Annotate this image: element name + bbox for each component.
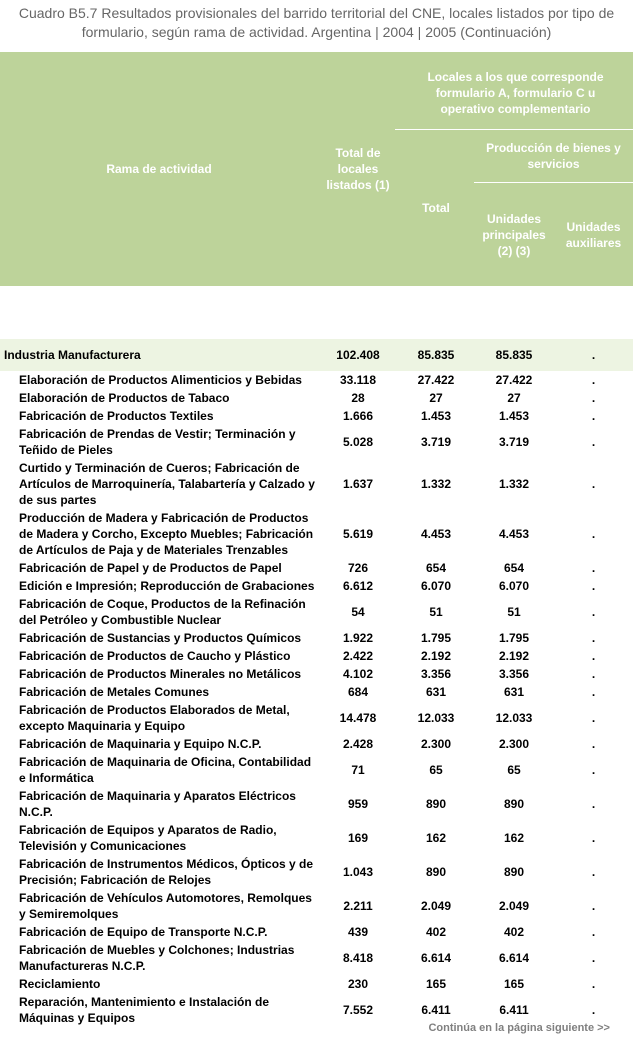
cell-total: 890 — [425, 797, 447, 811]
cell-total-locales: 726 — [347, 561, 369, 575]
cell-auxiliares: . — [591, 865, 596, 879]
cell-principales: 6.070 — [498, 579, 530, 593]
cell-total: 402 — [425, 925, 447, 939]
cell-principales: 85.835 — [495, 348, 533, 362]
cell-total: 27.422 — [417, 373, 455, 387]
cell-total: 890 — [425, 865, 447, 879]
table-row — [0, 509, 633, 559]
row-label: Fabricación de Vehículos Automotores, Remolques y Semiremolques — [19, 891, 312, 921]
cell-principales: 631 — [503, 685, 525, 699]
row-label: Reparación, Mantenimiento e Instalación de Máquinas y Equipos — [19, 995, 270, 1025]
cell-total: 3.356 — [420, 667, 452, 681]
header-produccion: Producción de bienes y servicios — [486, 141, 621, 171]
cell-principales: 2.049 — [498, 899, 530, 913]
cell-auxiliares: . — [591, 1003, 596, 1017]
cell-total: 27 — [429, 391, 443, 405]
table-row — [0, 787, 633, 821]
table-row — [0, 577, 633, 595]
cell-auxiliares: . — [591, 831, 596, 845]
continue-link[interactable]: Continúa en la página siguiente >> — [428, 1022, 610, 1034]
cell-total-locales: 2.428 — [342, 737, 374, 751]
row-label: Fabricación de Equipo de Transporte N.C.P. — [19, 925, 268, 939]
cell-total: 65 — [429, 763, 443, 777]
row-label: Fabricación de Equipos y Aparatos de Radio, Televisión y Comunicaciones — [19, 823, 277, 853]
cell-total-locales: 7.552 — [342, 1003, 374, 1017]
table-row — [0, 459, 633, 509]
cell-principales: 890 — [503, 865, 525, 879]
cell-auxiliares: . — [591, 348, 596, 362]
table-row — [0, 701, 633, 735]
cell-total-locales: 169 — [347, 831, 369, 845]
cell-total: 654 — [425, 561, 447, 575]
cell-principales: 1.795 — [498, 631, 530, 645]
table-row — [0, 889, 633, 923]
cell-total-locales: 230 — [347, 977, 369, 991]
cell-principales: 12.033 — [495, 711, 533, 725]
table-row — [0, 647, 633, 665]
table-title: Cuadro B5.7 Resultados provisionales del barrido territorial del CNE, locales listados por tipo de formulario, según rama de actividad. Argentina | 2004 | 2005 (Continuación) — [18, 5, 615, 40]
row-label: Elaboración de Productos de Tabaco — [19, 391, 230, 405]
cell-total: 1.795 — [420, 631, 452, 645]
row-label: Fabricación de Sustancias y Productos Químicos — [19, 631, 302, 645]
cell-auxiliares: . — [591, 561, 596, 575]
cell-total: 6.614 — [420, 951, 452, 965]
table-row — [0, 735, 633, 753]
row-label: Curtido y Terminación de Cueros; Fabricación de Artículos de Marroquinería, Talabartería y Calzado y de sus partes — [19, 461, 315, 507]
table-row — [0, 371, 633, 389]
cell-total-locales: 33.118 — [339, 373, 377, 387]
cell-auxiliares: . — [591, 435, 596, 449]
row-label: Producción de Madera y Fabricación de Productos de Madera y Corcho, Excepto Muebles; Fabricación de Artículos de Paja y de Materiales Trenzables — [19, 511, 314, 557]
cell-total: 2.300 — [420, 737, 452, 751]
cell-total: 6.070 — [420, 579, 452, 593]
row-label: Fabricación de Productos Elaborados de Metal, excepto Maquinaria y Equipo — [19, 703, 290, 733]
cell-total-locales: 6.612 — [342, 579, 374, 593]
header-total: Total — [422, 201, 450, 215]
cell-auxiliares: . — [591, 409, 596, 423]
cell-total-locales: 28 — [351, 391, 365, 405]
cell-principales: 162 — [503, 831, 525, 845]
cell-total-locales: 2.422 — [342, 649, 374, 663]
cell-auxiliares: . — [591, 685, 596, 699]
data-table — [0, 339, 633, 1027]
cell-total: 4.453 — [420, 527, 452, 541]
cell-principales: 51 — [507, 605, 521, 619]
row-label: Fabricación de Papel y de Productos de Papel — [19, 561, 282, 575]
cell-total-locales: 71 — [351, 763, 365, 777]
cell-auxiliares: . — [591, 763, 596, 777]
cell-principales: 1.453 — [498, 409, 530, 423]
header-rama: Rama de actividad — [106, 162, 212, 176]
cell-principales: 4.453 — [498, 527, 530, 541]
cell-total-locales: 5.619 — [342, 527, 374, 541]
cell-principales: 3.356 — [498, 667, 530, 681]
table-row — [0, 821, 633, 855]
cell-principales: 165 — [503, 977, 525, 991]
row-label: Fabricación de Maquinaria y Equipo N.C.P. — [19, 737, 262, 751]
cell-auxiliares: . — [591, 951, 596, 965]
table-row — [0, 407, 633, 425]
cell-total-locales: 8.418 — [342, 951, 374, 965]
cell-total-locales: 102.408 — [336, 348, 380, 362]
table-row — [0, 559, 633, 577]
cell-auxiliares: . — [591, 711, 596, 725]
cell-auxiliares: . — [591, 477, 596, 491]
cell-total: 631 — [425, 685, 447, 699]
header-total-locales: Total de locales listados (1) — [326, 146, 390, 192]
cell-principales: 654 — [503, 561, 525, 575]
table-row — [0, 665, 633, 683]
row-label: Fabricación de Maquinaria y Aparatos Eléctricos N.C.P. — [19, 789, 296, 819]
table-row — [0, 389, 633, 407]
cell-principales: 2.300 — [498, 737, 530, 751]
cell-total-locales: 1.922 — [342, 631, 374, 645]
row-label: Fabricación de Instrumentos Médicos, Ópticos y de Precisión; Fabricación de Relojes — [19, 857, 314, 887]
row-label: Fabricación de Muebles y Colchones; Industrias Manufactureras N.C.P. — [19, 943, 295, 973]
row-label: Industria Manufacturera — [4, 348, 141, 362]
cell-auxiliares: . — [591, 373, 596, 387]
row-label: Fabricación de Maquinaria de Oficina, Contabilidad e Informática — [19, 755, 312, 785]
header-unidades-principales: Unidades principales (2) (3) — [482, 211, 546, 258]
cell-total: 3.719 — [420, 435, 452, 449]
cell-principales: 27.422 — [495, 373, 533, 387]
cell-auxiliares: . — [591, 977, 596, 991]
table-row — [0, 595, 633, 629]
cell-total: 162 — [425, 831, 447, 845]
table-row — [0, 941, 633, 975]
cell-total-locales: 2.211 — [343, 899, 373, 913]
cell-total: 12.033 — [417, 711, 455, 725]
row-label: Fabricación de Productos Minerales no Metálicos — [19, 667, 302, 681]
cell-total: 1.453 — [420, 409, 452, 423]
cell-auxiliares: . — [591, 899, 596, 913]
cell-total-locales: 1.666 — [342, 409, 374, 423]
table-row — [0, 629, 633, 647]
cell-auxiliares: . — [591, 925, 596, 939]
table-row — [0, 339, 633, 371]
cell-total: 85.835 — [417, 348, 455, 362]
cell-total: 6.411 — [421, 1003, 451, 1017]
cell-total-locales: 684 — [347, 685, 369, 699]
cell-total: 51 — [429, 605, 443, 619]
table-row — [0, 683, 633, 701]
cell-auxiliares: . — [591, 737, 596, 751]
cell-auxiliares: . — [591, 579, 596, 593]
cell-principales: 3.719 — [498, 435, 530, 449]
row-label: Fabricación de Prendas de Vestir; Terminación y Teñido de Pieles — [19, 427, 296, 457]
cell-auxiliares: . — [591, 605, 596, 619]
cell-auxiliares: . — [591, 797, 596, 811]
row-label: Fabricación de Productos Textiles — [19, 409, 214, 423]
table-row — [0, 923, 633, 941]
table-row — [0, 975, 633, 993]
table-row — [0, 425, 633, 459]
cell-total-locales: 4.102 — [342, 667, 374, 681]
table-row — [0, 855, 633, 889]
cell-principales: 2.192 — [498, 649, 530, 663]
cell-principales: 65 — [507, 763, 521, 777]
cell-total-locales: 54 — [351, 605, 365, 619]
table-header — [0, 52, 633, 286]
row-label: Fabricación de Productos de Caucho y Plástico — [19, 649, 291, 663]
cell-principales: 890 — [503, 797, 525, 811]
cell-total-locales: 439 — [347, 925, 369, 939]
cell-total-locales: 1.637 — [342, 477, 374, 491]
header-group: Locales a los que corresponde formulario A, formulario C u operativo complementario — [427, 70, 604, 116]
cell-total-locales: 14.478 — [339, 711, 377, 725]
row-label: Reciclamiento — [19, 977, 101, 991]
cell-total-locales: 5.028 — [342, 435, 374, 449]
cell-total: 2.049 — [420, 899, 452, 913]
cell-auxiliares: . — [591, 649, 596, 663]
cell-principales: 402 — [503, 925, 525, 939]
row-label: Fabricación de Coque, Productos de la Refinación del Petróleo y Combustible Nuclear — [19, 597, 306, 627]
cell-auxiliares: . — [591, 667, 596, 681]
row-label: Fabricación de Metales Comunes — [19, 685, 210, 699]
cell-auxiliares: . — [591, 527, 596, 541]
header-unidades-auxiliares: Unidades auxiliares — [565, 219, 622, 250]
cell-total-locales: 1.043 — [342, 865, 374, 879]
cell-total: 2.192 — [420, 649, 452, 663]
cell-auxiliares: . — [591, 391, 596, 405]
row-label: Elaboración de Productos Alimenticios y Bebidas — [19, 373, 302, 387]
table-row — [0, 753, 633, 787]
cell-total-locales: 959 — [347, 797, 369, 811]
cell-principales: 1.332 — [498, 477, 530, 491]
cell-principales: 27 — [507, 391, 521, 405]
cell-total: 165 — [425, 977, 447, 991]
cell-total: 1.332 — [420, 477, 452, 491]
cell-principales: 6.411 — [499, 1003, 529, 1017]
cell-principales: 6.614 — [498, 951, 530, 965]
cell-auxiliares: . — [591, 631, 596, 645]
row-label: Edición e Impresión; Reproducción de Grabaciones — [19, 579, 315, 593]
